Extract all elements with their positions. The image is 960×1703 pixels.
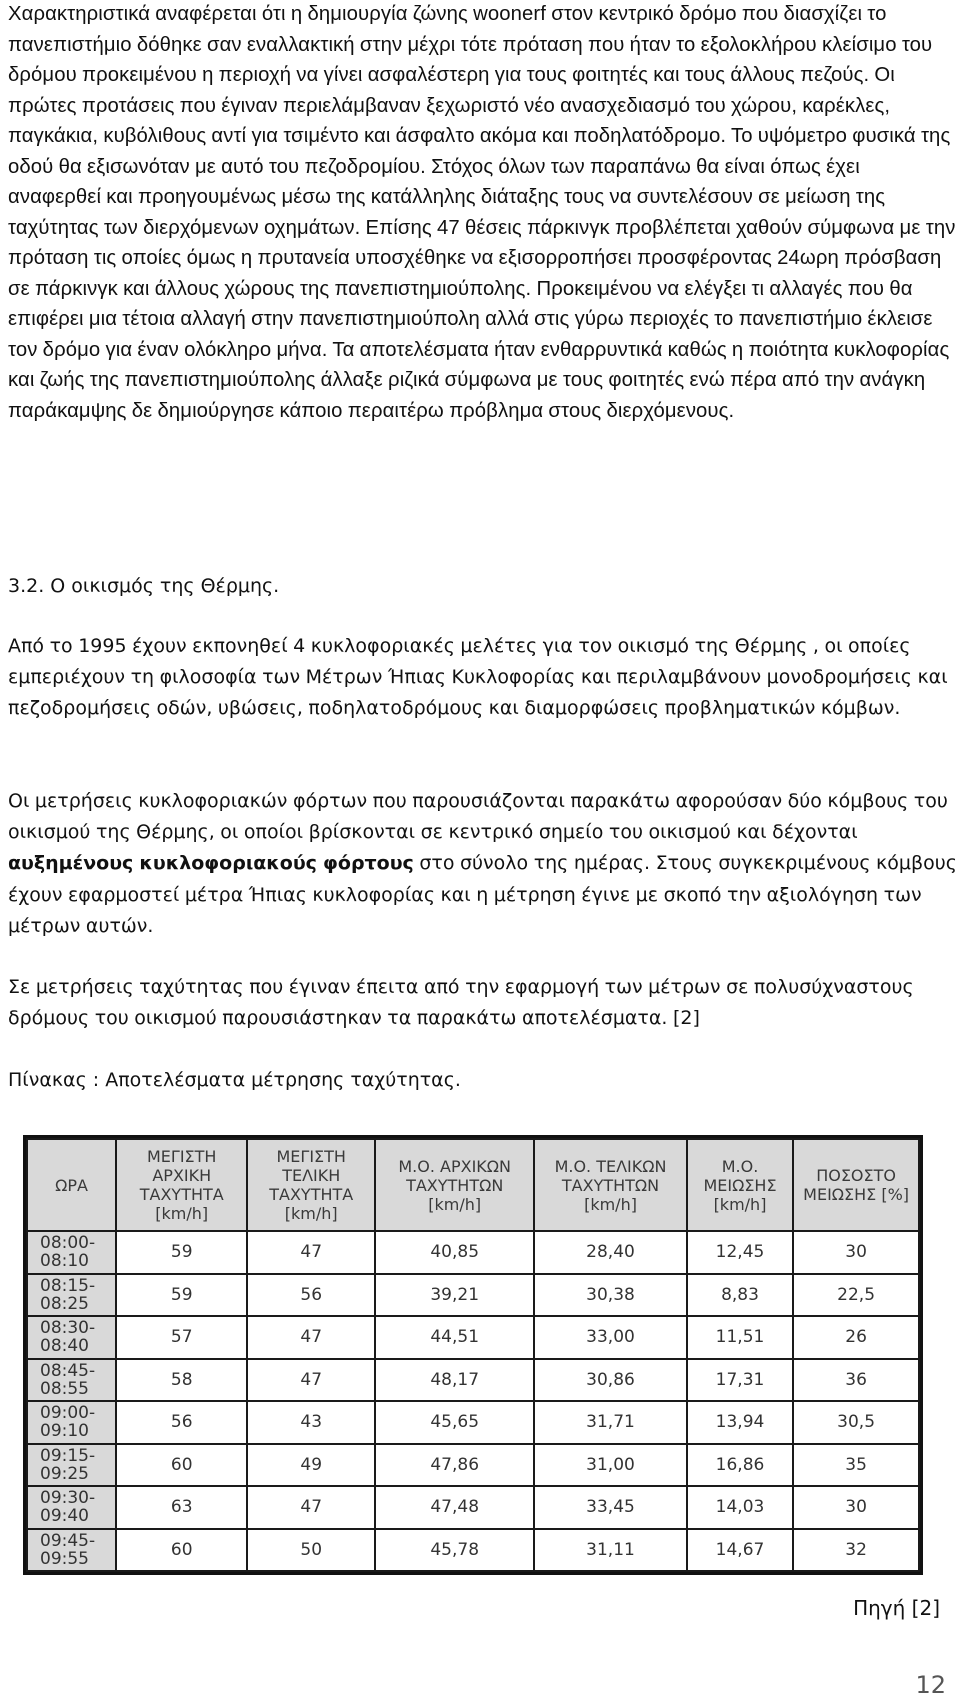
paragraph-woonerf: Χαρακτηριστικά αναφέρεται ότι η δημιουργία ζώνης woonerf στον κεντρικό δρόμο που διασχίζει το πανεπιστήμιο δόθηκε σαν εναλλακτική στην μέχρι τότε πρόταση που ήταν το εξολοκλήρου κλείσιμο του δρόμου προκειμένου η περιοχή να γίνει ασφαλέστερη για τους φοιτητές και τους άλλους πεζούς. Οι πρώτες προτάσεις που έγιναν περιελάμβαναν ξεχωριστό νέο ανασχεδιασμό του χώρου, καρέκλες, παγκάκια, κυβόλιθους αντί για τσιμέντο και άσφαλτο ακόμα και ποδηλατόδρομο. Το υψόμετρο φυσικά της οδού θα εξισωνόταν με αυτό του πεζοδρομίου. Στόχος όλων των παραπάνω θα είναι όπως έχει αναφερθεί και προηγουμένως μέσω της κατάλληλης διάταξης τους να συντελέσουν σε μείωση της ταχύτητας των διερχόμενων οχημάτων. Επίσης 47 θέσεις πάρκινγκ προβλέπεται χαθούν σύμφωνα με την πρόταση τις οποίες όμως η πρυτανεία υποσχέθηκε να εξισορροπήσει προσφέροντας 24ωρη πρόσβαση σε πάρκινγκ και άλλους χώρους της πανεπιστημιούπολης. Προκειμένου να ελέγξει τι αλλαγές που θα επιφέρει μια τέτοια αλλαγή στην πανεπιστημιούπολη αλλά στις γύρω περιοχές το πανεπιστήμιο έκλεισε τον δρόμο για έναν ολόκληρο μήνα. Τα αποτελέσματα ήταν ενθαρρυντικά καθώς η ποιότητα κυκλοφορίας και ζωής της πανεπιστημιούπολης άλλαξε ριζικά σύμφωνα με τους φοιτητές ενώ πέρα από την ανάγκη παράκαμψης δε δημιούργησε κάποιο περαιτέρω πρόβλημα στους διερχόμενους. <box>8 3 956 422</box>
table-row <box>27 1274 919 1317</box>
table-cell: 57 <box>116 1316 247 1359</box>
table-cell: 26 <box>793 1316 919 1359</box>
table-cell: 59 <box>116 1231 247 1274</box>
table-cell: 30,86 <box>534 1359 687 1402</box>
table-cell: 12,45 <box>687 1231 793 1274</box>
table-cell: 16,86 <box>687 1444 793 1487</box>
time-cell: 09:30-09:40 <box>27 1486 116 1529</box>
table-cell: 60 <box>116 1444 247 1487</box>
table-cell: 58 <box>116 1359 247 1402</box>
header-avg-reduction: Μ.Ο. ΜΕΙΩΣΗΣ [km/h] <box>687 1139 793 1231</box>
table-cell: 44,51 <box>375 1316 534 1359</box>
table-cell: 33,00 <box>534 1316 687 1359</box>
table-cell: 56 <box>116 1401 247 1444</box>
table-cell: 31,71 <box>534 1401 687 1444</box>
table-cell: 35 <box>793 1444 919 1487</box>
table-cell: 36 <box>793 1359 919 1402</box>
table-cell: 40,85 <box>375 1231 534 1274</box>
measurements-bold-text: αυξημένους κυκλοφοριακούς φόρτους <box>8 852 414 875</box>
measurements-text-after: στο σύνολο της ημέρας. Στους συγκεκριμένους κόμβους έχουν εφαρμοστεί μέτρα Ήπιας κυκλοφορίας και η μέτρηση έγινε με σκοπό την αξιολόγηση των μέτρων αυτών. <box>8 852 957 937</box>
table-cell: 45,78 <box>375 1529 534 1572</box>
page-number: 12 <box>915 1671 946 1699</box>
section-heading: 3.2. Ο οικισμός της Θέρμης. <box>8 575 280 597</box>
table-row <box>27 1486 919 1529</box>
table-cell: 11,51 <box>687 1316 793 1359</box>
table-cell: 63 <box>116 1486 247 1529</box>
table-header-row <box>27 1139 919 1231</box>
time-cell: 08:15-08:25 <box>27 1274 116 1317</box>
time-cell: 09:45-09:55 <box>27 1529 116 1572</box>
table-cell: 49 <box>247 1444 375 1487</box>
table-cell: 17,31 <box>687 1359 793 1402</box>
table-cell: 14,67 <box>687 1529 793 1572</box>
table-cell: 32 <box>793 1529 919 1572</box>
table-cell: 43 <box>247 1401 375 1444</box>
table-cell: 48,17 <box>375 1359 534 1402</box>
time-cell: 08:30-08:40 <box>27 1316 116 1359</box>
table-cell: 31,11 <box>534 1529 687 1572</box>
table-caption: Πίνακας : Αποτελέσματα μέτρησης ταχύτητας. <box>8 1069 461 1091</box>
table-cell: 13,94 <box>687 1401 793 1444</box>
table-cell: 47,48 <box>375 1486 534 1529</box>
measurements-text-before: Οι μετρήσεις κυκλοφοριακών φόρτων που παρουσιάζονται παρακάτω αφορούσαν δύο κόμβους του οικισμού της Θέρμης, οι οποίοι βρίσκονται σε κεντρικό σημείο του οικισμού και δέχονται <box>8 790 948 844</box>
time-cell: 08:00-08:10 <box>27 1231 116 1274</box>
time-cell: 09:15-09:25 <box>27 1444 116 1487</box>
table-cell: 33,45 <box>534 1486 687 1529</box>
table-cell: 60 <box>116 1529 247 1572</box>
table-cell: 14,03 <box>687 1486 793 1529</box>
table-cell: 47 <box>247 1486 375 1529</box>
table-row <box>27 1529 919 1572</box>
paragraph-speed-results: Σε μετρήσεις ταχύτητας που έγιναν έπειτα από την εφαρμογή των μέτρων σε πολυσύχναστους δρόμους του οικισμού παρουσιάστηκαν τα παρακάτω αποτελέσματα. [2] <box>8 976 914 1030</box>
table-cell: 47,86 <box>375 1444 534 1487</box>
table-cell: 8,83 <box>687 1274 793 1317</box>
source-note: Πηγή [2] <box>853 1596 940 1620</box>
table-cell: 30 <box>793 1231 919 1274</box>
table-cell: 31,00 <box>534 1444 687 1487</box>
table-cell: 50 <box>247 1529 375 1572</box>
table-cell: 30,38 <box>534 1274 687 1317</box>
table-row <box>27 1444 919 1487</box>
header-max-initial-speed: ΜΕΓΙΣΤΗ ΑΡΧΙΚΗ ΤΑΧΥΤΗΤΑ [km/h] <box>116 1139 247 1231</box>
table-cell: 30 <box>793 1486 919 1529</box>
table-cell: 45,65 <box>375 1401 534 1444</box>
header-avg-final-speed: Μ.Ο. ΤΕΛΙΚΩΝ ΤΑΧΥΤΗΤΩΝ [km/h] <box>534 1139 687 1231</box>
time-cell: 08:45-08:55 <box>27 1359 116 1402</box>
table-row <box>27 1359 919 1402</box>
table-cell: 47 <box>247 1316 375 1359</box>
table-cell: 47 <box>247 1231 375 1274</box>
table-row <box>27 1401 919 1444</box>
table-row <box>27 1231 919 1274</box>
header-time: ΩΡΑ <box>27 1139 116 1231</box>
header-avg-initial-speed: Μ.Ο. ΑΡΧΙΚΩΝ ΤΑΧΥΤΗΤΩΝ [km/h] <box>375 1139 534 1231</box>
table-cell: 39,21 <box>375 1274 534 1317</box>
paragraph-measurements <box>8 786 958 942</box>
table-cell: 22,5 <box>793 1274 919 1317</box>
table-cell: 47 <box>247 1359 375 1402</box>
speed-results-table <box>23 1135 923 1575</box>
time-cell: 09:00-09:10 <box>27 1401 116 1444</box>
header-max-final-speed: ΜΕΓΙΣΤΗ ΤΕΛΙΚΗ ΤΑΧΥΤΗΤΑ [km/h] <box>247 1139 375 1231</box>
table-cell: 30,5 <box>793 1401 919 1444</box>
table-cell: 28,40 <box>534 1231 687 1274</box>
table-cell: 56 <box>247 1274 375 1317</box>
paragraph-studies: Από το 1995 έχουν εκπονηθεί 4 κυκλοφοριακές μελέτες για τον οικισμό της Θέρμης , οι οποίες εμπεριέχουν τη φιλοσοφία των Μέτρων Ήπιας Κυκλοφορίας και περιλαμβάνουν μονοδρομήσεις και πεζοδρομήσεις οδών, υβώσεις, ποδηλατοδρόμους και διαμορφώσεις προβληματικών κόμβων. <box>8 635 948 720</box>
header-reduction-percent: ΠΟΣΟΣΤΟ ΜΕΙΩΣΗΣ [%] <box>793 1139 919 1231</box>
table-cell: 59 <box>116 1274 247 1317</box>
table-row <box>27 1316 919 1359</box>
